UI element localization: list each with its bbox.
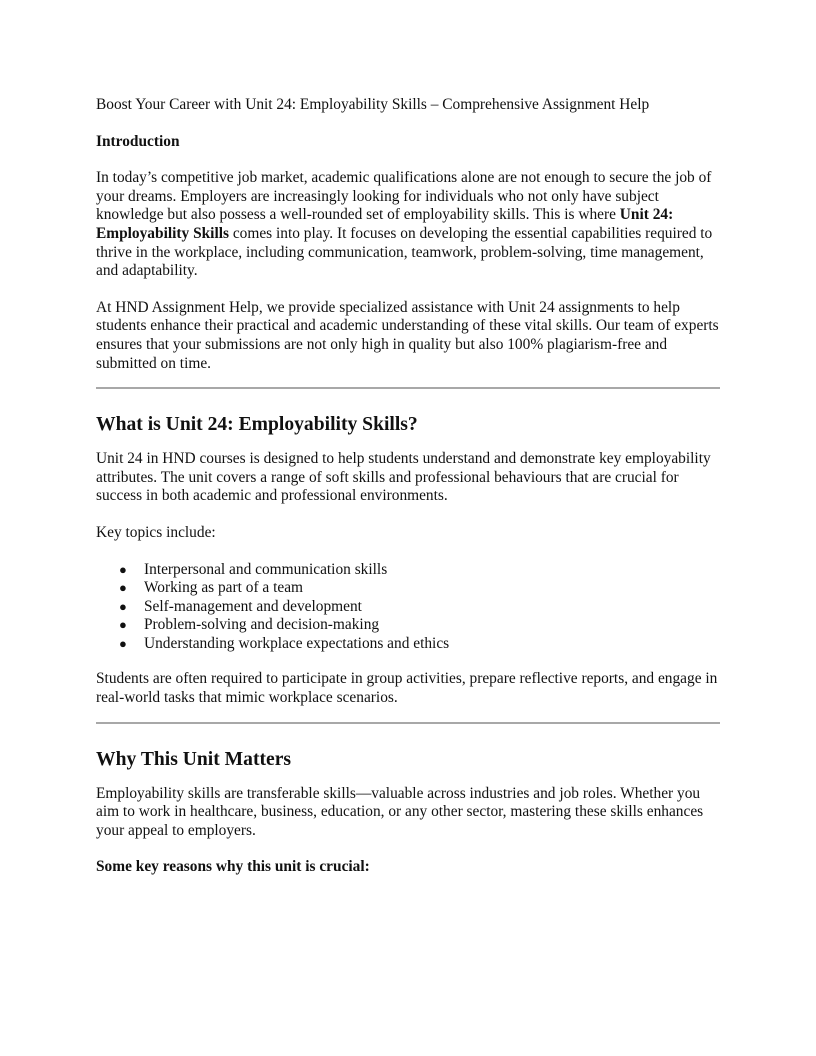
document-page: [96, 96, 720, 895]
key-topics-intro: Key topics include:: [96, 523, 216, 541]
section-heading-why-unit-matters: Why This Unit Matters: [96, 748, 292, 770]
intro-paragraph-1: [96, 169, 720, 281]
list-item-text: Problem-solving and decision-making: [144, 616, 380, 634]
bullet-icon: ●: [119, 617, 127, 633]
key-topics-list: [96, 561, 720, 654]
document-title: Boost Your Career with Unit 24: Employability Skills – Comprehensive Assignment Help: [96, 96, 650, 113]
intro-paragraph-2: At HND Assignment Help, we provide specialized assistance with Unit 24 assignments to help students enhance their practical and academic understanding of these vital skills. Our team of experts ensures that your submissions are not only high in quality but also 100% plagiarism-free and submitted on time.: [96, 298, 719, 372]
list-item: [119, 560, 720, 580]
list-item-text: Understanding workplace expectations and ethics: [144, 634, 450, 652]
list-item: [119, 597, 720, 617]
key-reasons-bold-text: Some key reasons why this unit is crucial:: [96, 858, 370, 876]
list-item: [119, 616, 720, 635]
list-item-text: Self-management and development: [144, 597, 362, 615]
bullet-icon: ●: [119, 635, 127, 651]
section-divider-2: [96, 722, 720, 724]
list-item: [119, 579, 720, 598]
bullet-icon: ●: [119, 561, 127, 577]
intro-bold-unit-name: Unit 24: Employability Skills: [96, 206, 674, 242]
intro-text-part-1: In today’s competitive job market, academic qualifications alone are not enough to secure the job of your dreams. Employers are increasingly looking for individuals who not only have subject knowledge but also possess a well-rounded set of employability skills. This is where: [96, 169, 712, 224]
section-heading-what-is-unit-24: What is Unit 24: Employability Skills?: [96, 414, 418, 436]
key-reasons-heading: [96, 858, 720, 877]
list-item-text: Interpersonal and communication skills: [144, 560, 388, 578]
bullet-icon: ●: [119, 598, 127, 614]
list-item: [119, 634, 720, 654]
section2-paragraph-1: Employability skills are transferable skills—valuable across industries and job roles. Whether you aim to work in healthcare, business, education, or any other sector, mastering these skills enhances your appeal to employers.: [96, 784, 704, 839]
section1-paragraph-1: Unit 24 in HND courses is designed to help students understand and demonstrate key employability attributes. The unit covers a range of soft skills and professional behaviours that are crucial for success in both academic and professional environments.: [96, 450, 711, 505]
section-divider-1: [96, 387, 720, 389]
list-item-text: Working as part of a team: [144, 579, 304, 597]
introduction-heading: Introduction: [96, 132, 180, 150]
bullet-icon: ●: [119, 580, 127, 596]
intro-text-part-2: comes into play. It focuses on developing the essential capabilities required to thrive in the workplace, including communication, teamwork, problem-solving, time management, and adaptability.: [96, 224, 713, 280]
section1-paragraph-2: Students are often required to participate in group activities, prepare reflective reports, and engage in real-world tasks that mimic workplace scenarios.: [96, 670, 718, 707]
